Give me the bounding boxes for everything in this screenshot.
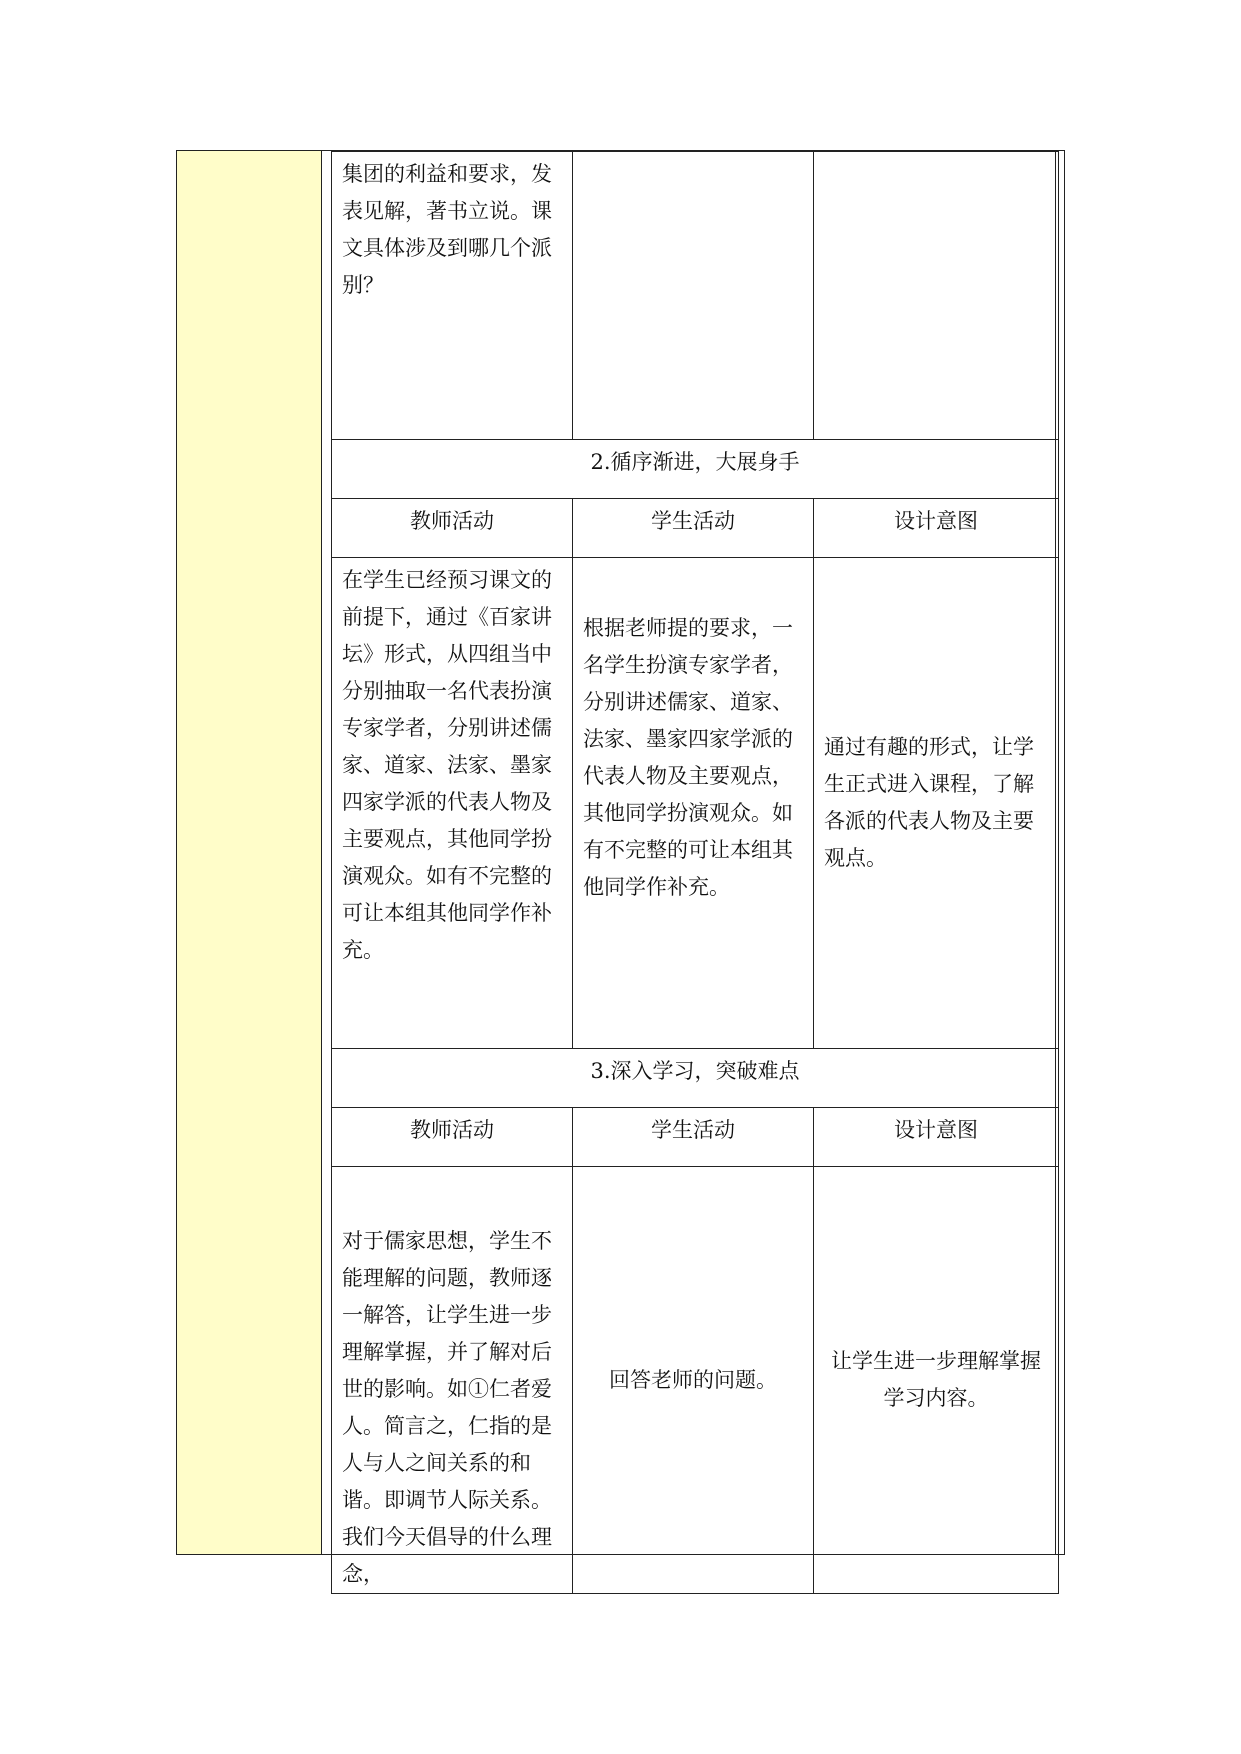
section-title-row [332,1049,1059,1108]
table-row [332,558,1059,1049]
left-label-column [177,151,322,1554]
design-intent-cell: 通过有趣的形式，让学生正式进入课程，了解各派的代表人物及主要观点。 [814,558,1059,1049]
table-row [332,1167,1059,1594]
lesson-activity-table [331,151,1059,1594]
header-design-intent: 设计意图 [814,1108,1059,1167]
student-activity-cell: 回答老师的问题。 [573,1167,814,1594]
section-title: 2.循序渐进，大展身手 [332,440,1059,499]
design-intent-cell: 让学生进一步理解掌握学习内容。 [814,1167,1059,1594]
design-intent-cell [814,152,1059,440]
teacher-activity-cell: 集团的利益和要求，发表见解，著书立说。课文具体涉及到哪几个派别？ [332,152,573,440]
header-teacher-activity: 教师活动 [332,1108,573,1167]
section-title-row [332,440,1059,499]
student-activity-cell [573,152,814,440]
header-design-intent: 设计意图 [814,499,1059,558]
header-student-activity: 学生活动 [573,499,814,558]
section-title: 3.深入学习，突破难点 [332,1049,1059,1108]
header-row [332,1108,1059,1167]
teacher-activity-cell: 对于儒家思想，学生不能理解的问题，教师逐一解答，让学生进一步理解掌握，并了解对后世的影响。如①仁者爱人。简言之，仁指的是人与人之间关系的和谐。即调节人际关系。我们今天倡导的什么理念， [332,1167,573,1594]
header-teacher-activity: 教师活动 [332,499,573,558]
header-student-activity: 学生活动 [573,1108,814,1167]
teacher-activity-cell: 在学生已经预习课文的前提下，通过《百家讲坛》形式，从四组当中分别抽取一名代表扮演专家学者，分别讲述儒家、道家、法家、墨家四家学派的代表人物及主要观点，其他同学扮演观众。如有不完整的可让本组其他同学作补充。 [332,558,573,1049]
header-row [332,499,1059,558]
table-row [332,152,1059,440]
student-activity-cell: 根据老师提的要求，一名学生扮演专家学者，分别讲述儒家、道家、法家、墨家四家学派的代表人物及主要观点，其他同学扮演观众。如有不完整的可让本组其他同学作补充。 [573,558,814,1049]
